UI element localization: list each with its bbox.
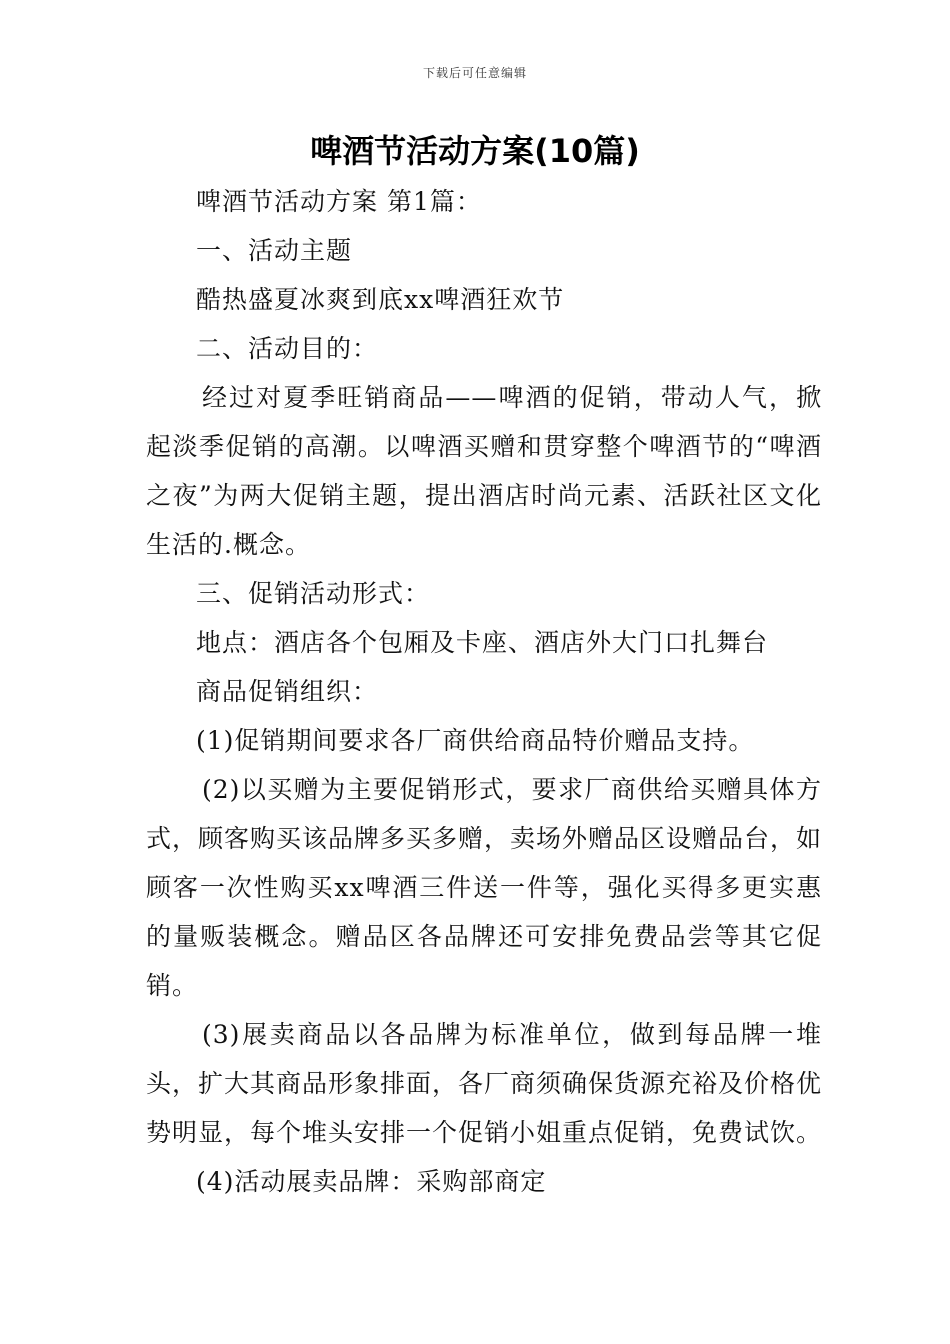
document-body xyxy=(146,177,822,1206)
paragraph: 地点：酒店各个包厢及卡座、酒店外大门口扎舞台 xyxy=(196,628,769,657)
paragraph: 二、活动目的： xyxy=(196,334,379,363)
paragraph: 酷热盛夏冰爽到底xx啤酒狂欢节 xyxy=(196,285,565,314)
paragraph: 经过对夏季旺销商品——啤酒的促销，带动人气，掀起淡季促销的高潮。以啤酒买赠和贯穿整个啤酒节的“啤酒之夜”为两大促销主题，提出酒店时尚元素、活跃社区文化生活的.概念。 xyxy=(146,383,822,559)
paragraph: 啤酒节活动方案 第1篇： xyxy=(196,187,482,216)
header-note: 下载后可任意编辑 xyxy=(422,66,527,80)
paragraph: (4)活动展卖品牌：采购部商定 xyxy=(196,1167,547,1196)
paragraph: 三、促销活动形式： xyxy=(196,579,431,608)
paragraph: (3)展卖商品以各品牌为标准单位，做到每品牌一堆头，扩大其商品形象排面，各厂商须确保货源充裕及价格优势明显，每个堆头安排一个促销小姐重点促销，免费试饮。 xyxy=(146,1020,823,1147)
paragraph: (1)促销期间要求各厂商供给商品特价赠品支持。 xyxy=(196,726,755,755)
paragraph: (2)以买赠为主要促销形式，要求厂商供给买赠具体方式，顾客购买该品牌多买多赠，卖场外赠品区设赠品台，如顾客一次性购买xx啤酒三件送一件等，强化买得多更实惠的量贩装概念。赠品区各品牌还可安排免费品尝等其它促销。 xyxy=(146,775,823,1000)
paragraph: 一、活动主题 xyxy=(196,236,353,265)
paragraph: 商品促销组织： xyxy=(196,677,379,706)
document-title: 啤酒节活动方案(10篇) xyxy=(310,132,640,170)
